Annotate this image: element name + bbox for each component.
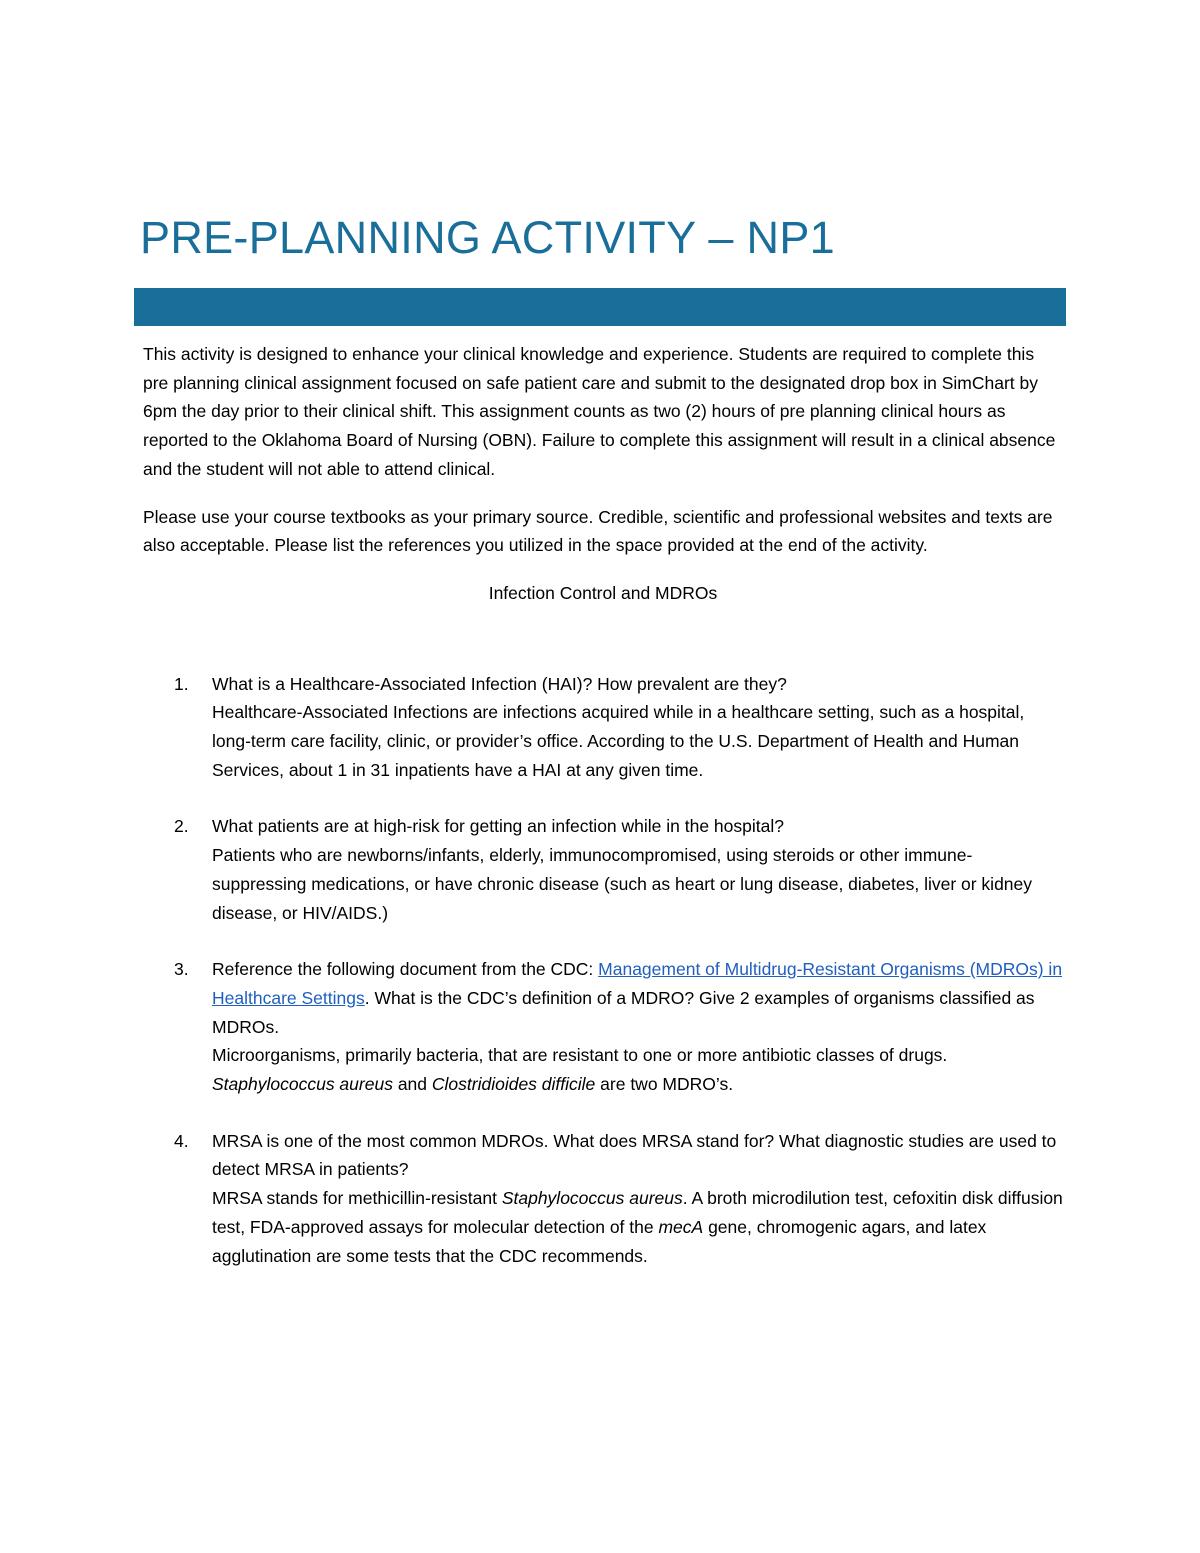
gene-name: mecA <box>658 1216 704 1237</box>
title-accent-bar <box>134 288 1066 326</box>
organism-name: Staphylococcus aureus <box>501 1188 683 1209</box>
question-item-3 <box>143 955 1063 1099</box>
question-text <box>212 955 1063 1041</box>
cdc-mdro-document-link[interactable]: Management of Multidrug-Resistant Organisms (MDROs) in Healthcare Settings <box>212 959 1063 1008</box>
answer-text: Patients who are newborns/infants, elderly, immunocompromised, using steroids or other immune-suppressing medications, or have chronic disease (such as heart or lung disease, diabetes, liver or kidney disease, or HIV/AIDS.) <box>212 845 1033 923</box>
section-heading: Infection Control and MDROs <box>488 582 718 603</box>
answer-connector: and <box>392 1074 432 1095</box>
organism-name: Staphylococcus aureus <box>212 1074 393 1095</box>
question-item-2 <box>143 812 1063 927</box>
answer-part: MRSA stands for methicillin-resistant <box>212 1188 502 1209</box>
answer-part: gene, chromogenic agars, and latex agglutination are some tests that the CDC recommends. <box>212 1216 987 1266</box>
question-prefix: Reference the following document from the CDC: <box>212 959 599 980</box>
question-item-1 <box>143 670 1063 785</box>
intro-paragraph-1: This activity is designed to enhance your clinical knowledge and experience. Students are required to complete this pre planning clinical assignment focused on safe patient care and submit to the designated drop box in SimChart by 6pm the day prior to their clinical shift. This assignment counts as two (2) hours of pre planning clinical hours as reported to the Oklahoma Board of Nursing (OBN). Failure to complete this assignment will result in a clinical absence and the student will not able to attend clinical. <box>143 344 1056 479</box>
answer-text <box>212 1184 1063 1270</box>
document-title: PRE-PLANNING ACTIVITY – NP1 <box>140 212 835 263</box>
question-item-4 <box>143 1127 1063 1271</box>
question-number: 3. <box>174 959 189 980</box>
question-list <box>143 670 1063 1271</box>
question-text: What is a Healthcare-Associated Infection (HAI)? How prevalent are they? <box>212 673 787 694</box>
question-text: MRSA is one of the most common MDROs. What does MRSA stand for? What diagnostic studies are used to detect MRSA in patients? <box>212 1130 1057 1180</box>
organism-name: Clostridioides difficile <box>431 1074 596 1095</box>
answer-text: Healthcare-Associated Infections are infections acquired while in a healthcare setting, such as a hospital, long-term care facility, clinic, or provider’s office. According to the U.S. Department of Health and Human Services, about 1 in 31 inpatients have a HAI at any given time. <box>212 702 1025 780</box>
question-suffix: . What is the CDC’s definition of a MDRO? Give 2 examples of organisms classified as MDROs. <box>212 987 1035 1037</box>
answer-text <box>212 1041 1063 1098</box>
question-text: What patients are at high-risk for getting an infection while in the hospital? <box>212 816 784 837</box>
answer-part: . A broth microdilution test, cefoxitin disk diffusion test, FDA-approved assays for molecular detection of the <box>212 1188 1063 1237</box>
question-number: 1. <box>174 673 189 694</box>
intro-paragraph-2: Please use your course textbooks as your primary source. Credible, scientific and professional websites and texts are also acceptable. Please list the references you utilized in the space provided at the end of the activity. <box>143 506 1053 556</box>
question-number: 4. <box>174 1130 189 1151</box>
answer-ending: are two MDRO’s. <box>595 1074 734 1095</box>
answer-definition: Microorganisms, primarily bacteria, that are resistant to one or more antibiotic classes of drugs. <box>212 1045 948 1066</box>
document-body <box>143 340 1063 1298</box>
question-number: 2. <box>174 816 189 837</box>
